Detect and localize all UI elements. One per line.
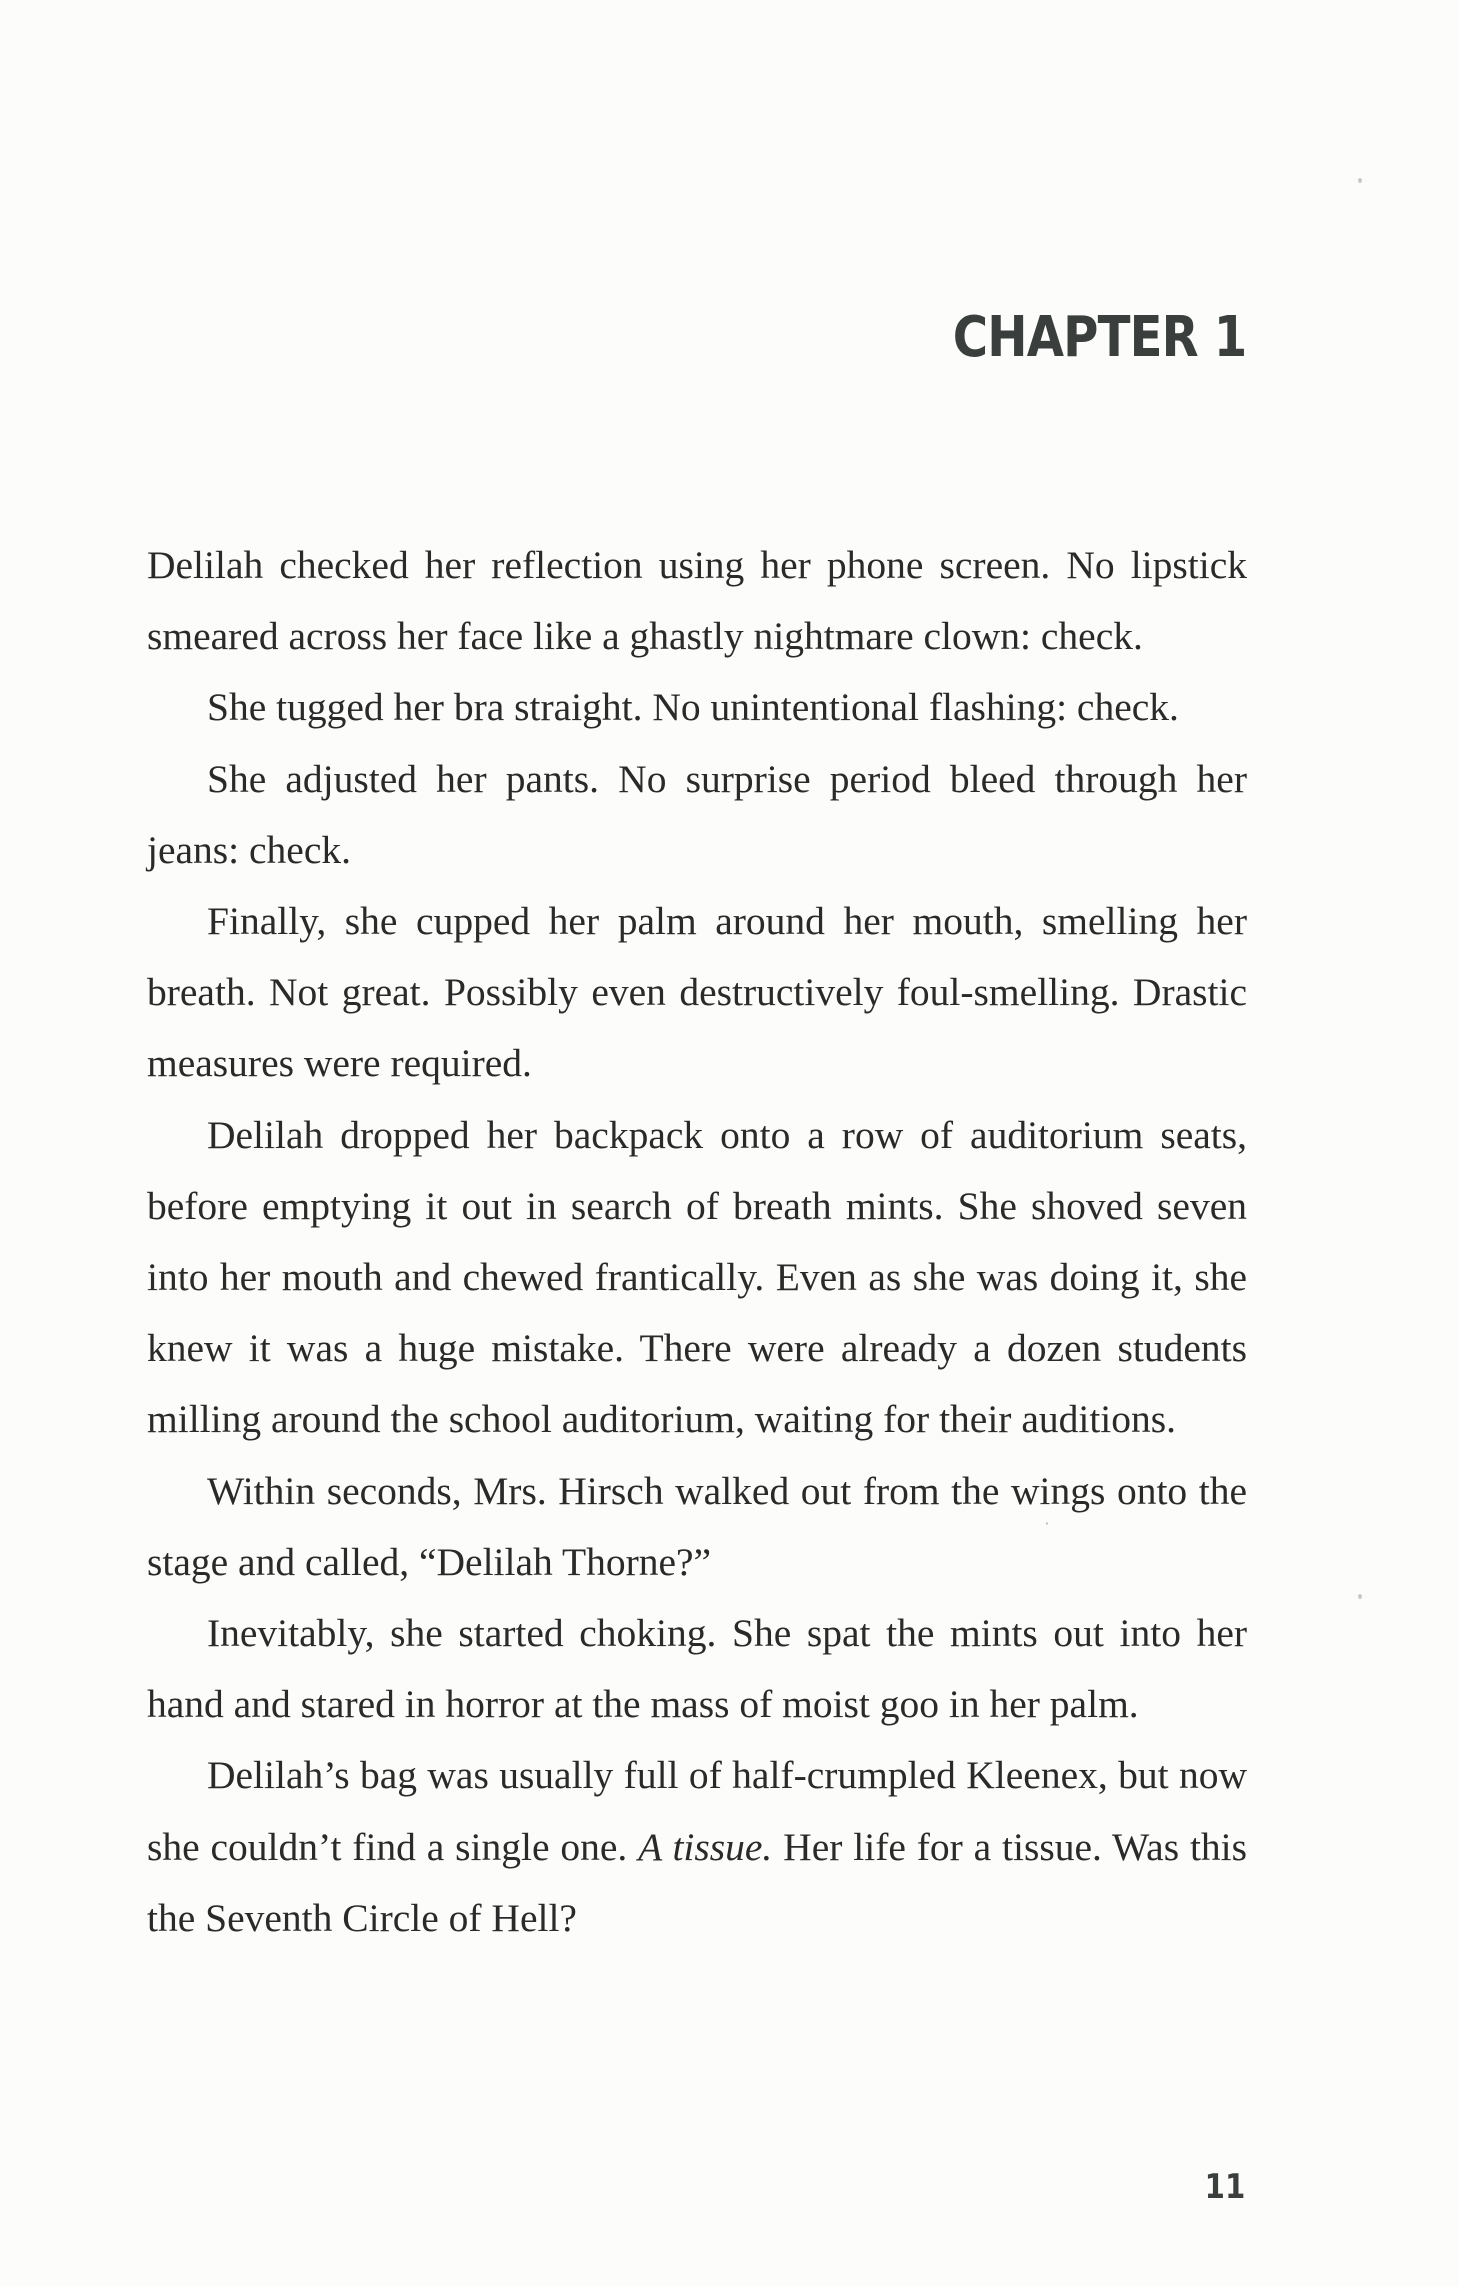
paragraph: Finally, she cupped her palm around her mouth, smelling her breath. Not great. Possibly even destructively foul-smelling. Drastic measures were required. — [147, 899, 1247, 1086]
paragraph — [147, 1740, 1247, 1954]
paper-speck — [1358, 1594, 1362, 1599]
page-number: 11 — [1204, 2167, 1245, 2207]
paper-speck — [1358, 178, 1362, 183]
paragraph: She tugged her bra straight. No unintentional flashing: check. — [207, 685, 1179, 730]
paragraph: Within seconds, Mrs. Hirsch walked out from the wings onto the stage and called, “Delilah Thorne?” — [147, 1468, 1247, 1584]
chapter-body — [147, 530, 1247, 1954]
paragraph-text: Delilah’s bag was usually full of half-crumpled Kleenex, but now she couldn’t find a single one. — [147, 1753, 1247, 1869]
chapter-heading: CHAPTER 1 — [952, 305, 1246, 370]
paragraph: Delilah checked her reflection using her phone screen. No lipstick smeared across her face like a ghastly nightmare clown: check. — [147, 543, 1247, 659]
italic-phrase: A tissue. — [638, 1824, 773, 1869]
paragraph: She adjusted her pants. No surprise period bleed through her jeans: check. — [147, 756, 1247, 872]
paragraph: Delilah dropped her backpack onto a row of auditorium seats, before emptying it out in search of breath mints. She shoved seven into her mouth and chewed frantically. Even as she was doing it, she knew it was a huge mistake. There were already a dozen students milling around the school auditorium, waiting for their auditions. — [147, 1112, 1247, 1442]
paragraph: Inevitably, she started choking. She spat the mints out into her hand and stared in horror at the mass of moist goo in her palm. — [147, 1611, 1247, 1727]
paragraph-text: Her life for a tissue. Was this the Seventh Circle of Hell? — [147, 1824, 1248, 1940]
